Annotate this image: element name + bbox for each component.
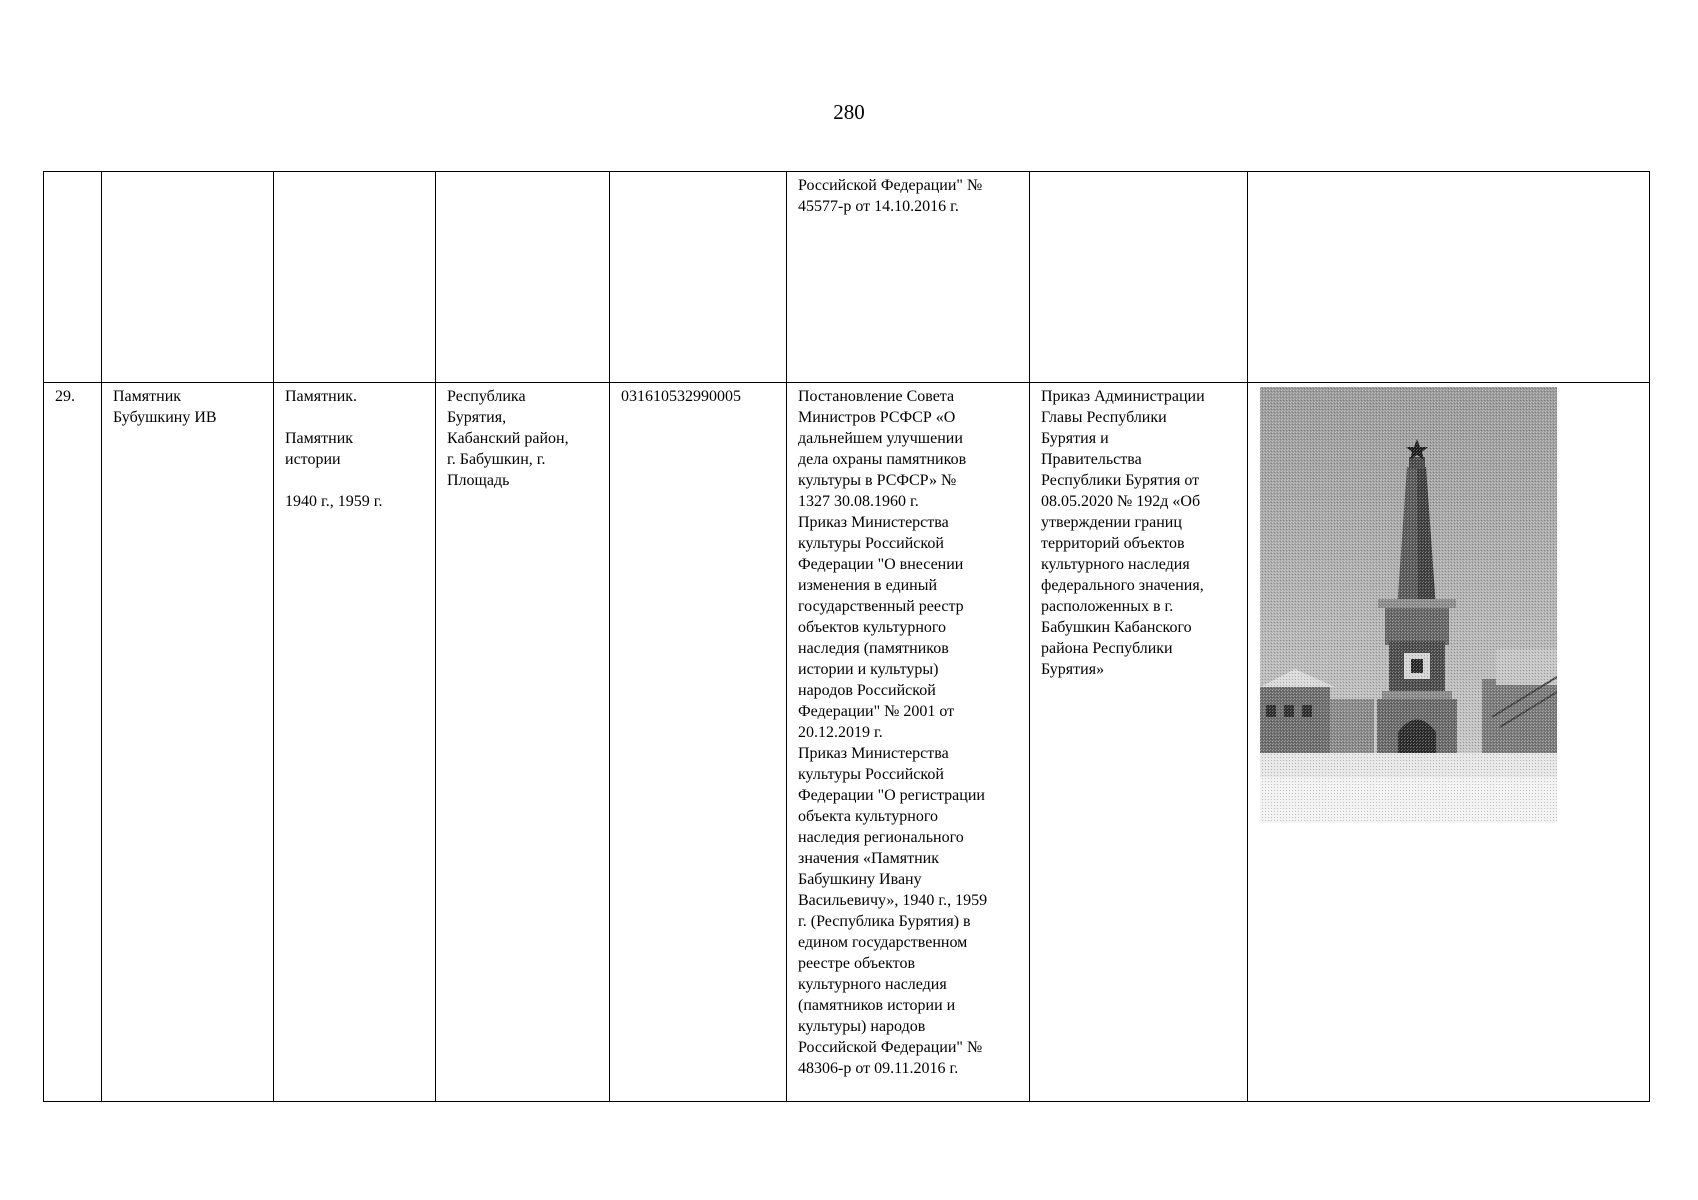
monument-photo bbox=[1260, 387, 1557, 823]
table-row bbox=[44, 383, 1650, 1102]
page-number: 280 bbox=[833, 100, 865, 124]
cell-address bbox=[436, 172, 610, 383]
cell-number bbox=[44, 172, 102, 383]
cell-boundary-docs bbox=[1030, 172, 1248, 383]
table-row bbox=[44, 172, 1650, 383]
cell-number: 29. bbox=[44, 383, 102, 1102]
cell-address: Республика Бурятия, Кабанский район, г. Бабушкин, г. Площадь bbox=[436, 383, 610, 1102]
cell-type bbox=[274, 172, 436, 383]
cell-reg-number: 031610532990005 bbox=[610, 383, 787, 1102]
cell-name: Памятник Бубушкину ИВ bbox=[102, 383, 274, 1102]
cell-photo bbox=[1248, 383, 1650, 1102]
cell-type: Памятник. Памятник истории 1940 г., 1959 г. bbox=[274, 383, 436, 1102]
cell-documents: Постановление Совета Министров РСФСР «О дальнейшем улучшении дела охраны памятников культуры в РСФСР» № 1327 30.08.1960 г. Приказ Министерства культуры Российской Федерации "О внесении изменения в единый государственный реестр объектов культурного наследия (памятников истории и культуры) народов Российской Федерации" № 2001 от 20.12.2019 г. Приказ Министерства культуры Российской Федерации "О регистрации объекта культурного наследия регионального значения «Памятник Бабушкину Ивану Васильевичу», 1940 г., 1959 г. (Республика Бурятия) в едином государственном реестре объектов культурного наследия (памятников истории и культуры) народов Российской Федерации" № 48306-р от 09.11.2016 г. bbox=[787, 383, 1030, 1102]
cell-photo bbox=[1248, 172, 1650, 383]
cell-name bbox=[102, 172, 274, 383]
cell-documents: Российской Федерации" № 45577-р от 14.10.2016 г. bbox=[787, 172, 1030, 383]
cell-reg-number bbox=[610, 172, 787, 383]
heritage-registry-table bbox=[43, 171, 1650, 1102]
cell-boundary-docs: Приказ Администрации Главы Республики Бурятия и Правительства Республики Бурятия от 08.05.2020 № 192д «Об утверждении границ территорий объектов культурного наследия федерального значения, расположенных в г. Бабушкин Кабанского района Республики Бурятия» bbox=[1030, 383, 1248, 1102]
